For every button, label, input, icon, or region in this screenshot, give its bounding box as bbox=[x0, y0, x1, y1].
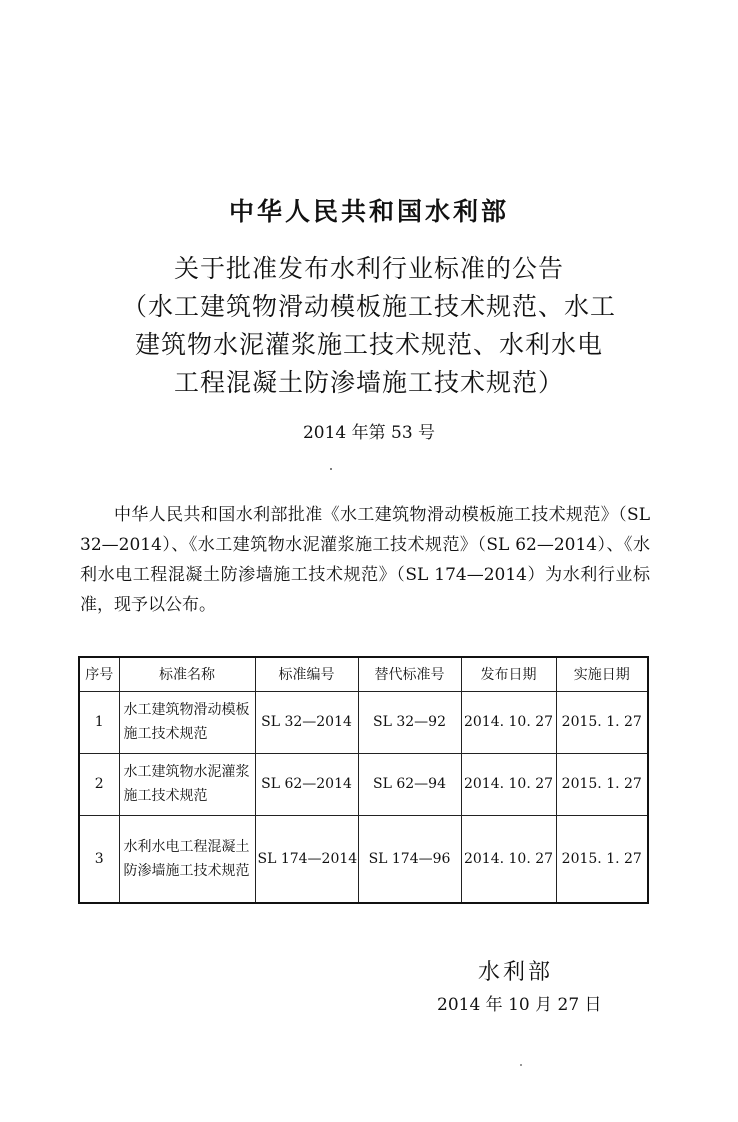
cell-serial: 1 bbox=[79, 691, 119, 753]
body-paragraph: 中华人民共和国水利部批准《水工建筑物滑动模板施工技术规范》（SL 32—2014）、《水工建筑物水泥灌浆施工技术规范》（SL 62—2014）、《水利水电工程混凝土防渗墙施工技术规范》（SL 174—2014）为水利行业标准，现予以公布。 bbox=[80, 505, 650, 615]
header-release-date: 发布日期 bbox=[461, 657, 556, 691]
signature-ministry: 水利部 bbox=[478, 960, 554, 985]
header-standard-code: 标准编号 bbox=[255, 657, 358, 691]
cell-standard-code: SL 174—2014 bbox=[255, 815, 358, 903]
scan-speck bbox=[330, 468, 332, 470]
table-row bbox=[79, 691, 648, 753]
header-replaced-code: 替代标准号 bbox=[358, 657, 461, 691]
title-line-1: 关于批准发布水利行业标准的公告 bbox=[173, 254, 564, 283]
cell-effective-date: 2015. 1. 27 bbox=[556, 753, 648, 815]
signature-date: 2014 年 10 月 27 日 bbox=[437, 995, 602, 1015]
announcement-title bbox=[0, 250, 738, 402]
cell-effective-date: 2015. 1. 27 bbox=[556, 691, 648, 753]
cell-standard-name: 水工建筑物水泥灌浆施工技术规范 bbox=[119, 753, 255, 815]
scan-speck bbox=[520, 1064, 522, 1066]
title-line-2: （水工建筑物滑动模板施工技术规范、水工 bbox=[121, 292, 616, 321]
issuing-ministry: 中华人民共和国水利部 bbox=[228, 197, 509, 226]
header-effective-date: 实施日期 bbox=[556, 657, 648, 691]
cell-release-date: 2014. 10. 27 bbox=[461, 691, 556, 753]
cell-serial: 2 bbox=[79, 753, 119, 815]
document-number: 2014 年第 53 号 bbox=[302, 423, 436, 443]
announcement-body bbox=[80, 500, 650, 620]
standards-table bbox=[78, 656, 649, 904]
cell-replaced-code: SL 32—92 bbox=[358, 691, 461, 753]
cell-serial: 3 bbox=[79, 815, 119, 903]
cell-release-date: 2014. 10. 27 bbox=[461, 753, 556, 815]
cell-standard-code: SL 62—2014 bbox=[255, 753, 358, 815]
cell-effective-date: 2015. 1. 27 bbox=[556, 815, 648, 903]
header-serial: 序号 bbox=[79, 657, 119, 691]
table-row bbox=[79, 815, 648, 903]
table-row bbox=[79, 753, 648, 815]
cell-standard-code: SL 32—2014 bbox=[255, 691, 358, 753]
cell-replaced-code: SL 174—96 bbox=[358, 815, 461, 903]
title-line-4: 工程混凝土防渗墙施工技术规范） bbox=[173, 368, 564, 397]
cell-standard-name: 水工建筑物滑动模板施工技术规范 bbox=[119, 691, 255, 753]
title-line-3: 建筑物水泥灌浆施工技术规范、水利水电 bbox=[134, 330, 603, 359]
header-standard-name: 标准名称 bbox=[119, 657, 255, 691]
cell-standard-name: 水利水电工程混凝土防渗墙施工技术规范 bbox=[119, 815, 255, 903]
cell-release-date: 2014. 10. 27 bbox=[461, 815, 556, 903]
table-header-row bbox=[79, 657, 648, 691]
cell-replaced-code: SL 62—94 bbox=[358, 753, 461, 815]
